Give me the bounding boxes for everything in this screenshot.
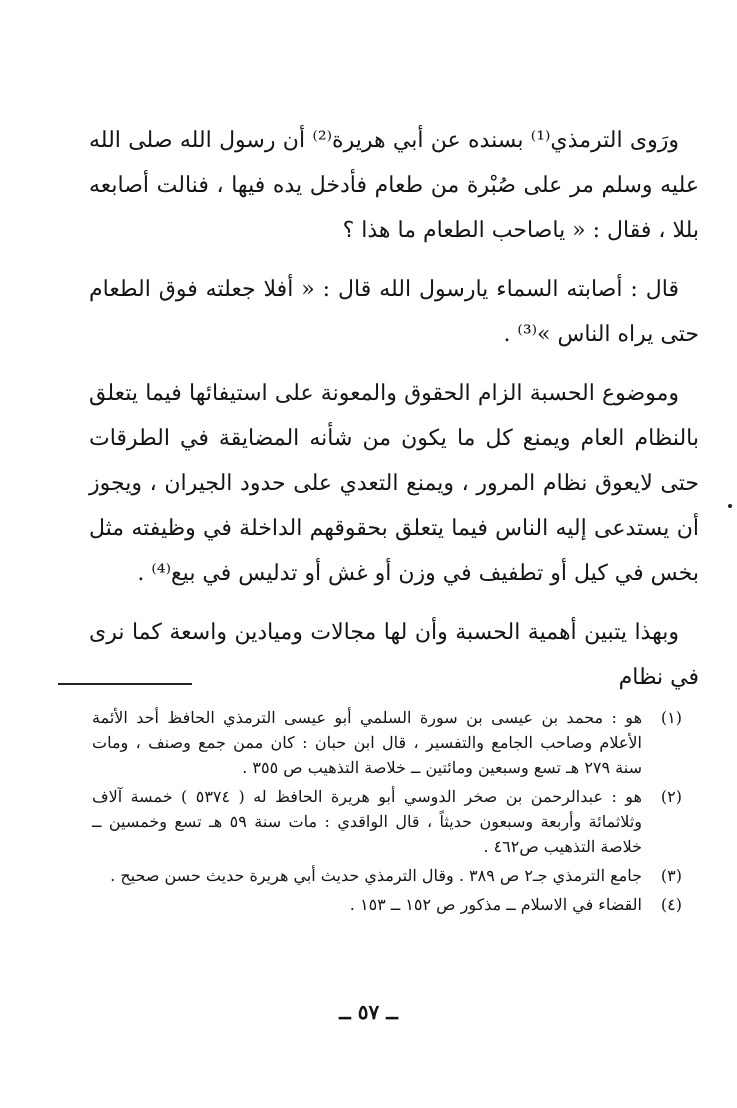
- footnote-item: [92, 892, 682, 917]
- footnote-number: (٢): [660, 787, 682, 806]
- main-text: [89, 118, 699, 700]
- footnote-number: (٤): [660, 895, 682, 914]
- page-number: ــ ٥٧ ــ: [339, 1000, 398, 1024]
- footnote-separator: [58, 683, 192, 685]
- paragraph-conclusion: وبهذا يتبين أهمية الحسبة وأن لها مجالات وميادين واسعة كما نرى في نظام: [89, 620, 699, 690]
- paragraph-answer: قال : أصابته السماء يارسول الله قال : « أفلا جعلته فوق الطعام حتى يراه الناس »⁽³⁾ .: [89, 277, 699, 347]
- footnote-number: (١): [660, 708, 682, 727]
- paragraph-hisba-subject: وموضوع الحسبة الزام الحقوق والمعونة على استيفائها فيما يتعلق بالنظام العام ويمنع كل ما يكون من شأنه المضايقة في الطرقات حتى لايعوق نظام المرور ، ويمنع التعدي على حدود الجيران ، ويجوز أن يستدعى إليه الناس فيما يتعلق بحقوقهم الداخلة في وظيفته مثل بخس في كيل أو تطفيف في وزن أو غش أو تدليس في بيع⁽⁴⁾ .: [89, 381, 699, 586]
- margin-mark: [728, 504, 732, 508]
- footnote-number: (٣): [660, 866, 682, 885]
- footnote-item: [92, 705, 682, 780]
- footnote-item: [92, 784, 682, 859]
- footnotes: [92, 705, 682, 921]
- paragraph-hadith: ورَوى الترمذي⁽¹⁾ بسنده عن أبي هريرة⁽²⁾ أن رسول الله صلى الله عليه وسلم مر على صُبْرة من طعام فأدخل يده فيها ، فنالت أصابعه بللا ، فقال : « ياصاحب الطعام ما هذا ؟: [89, 128, 699, 243]
- footnote-item: [92, 863, 682, 888]
- footnote-text: هو : عبدالرحمن بن صخر الدوسي أبو هريرة الحافظ له ( ٥٣٧٤ ) خمسة آلاف وثلاثمائة وأربعة وسبعون حديثاً ، قال الواقدي : مات سنة ٥٩ هـ تسع وخمسين ــ خلاصة التذهيب ص٤٦٢ .: [92, 787, 643, 856]
- footnote-text: هو : محمد بن عيسى بن سورة السلمي أبو عيسى الترمذي الحافظ أحد الأئمة الأعلام وصاحب الجامع والتفسير ، قال ابن حبان : كان ممن جمع وصنف ، ومات سنة ٢٧٩ هـ تسع وسبعين ومائتين ــ خلاصة التذهيب ص ٣٥٥ .: [92, 708, 643, 777]
- footnote-text: جامع الترمذي جـ٢ ص ٣٨٩ . وقال الترمذي حديث أبي هريرة حديث حسن صحيح .: [110, 866, 642, 885]
- footnote-text: القضاء في الاسلام ــ مذكور ص ١٥٢ ــ ١٥٣ .: [349, 895, 642, 914]
